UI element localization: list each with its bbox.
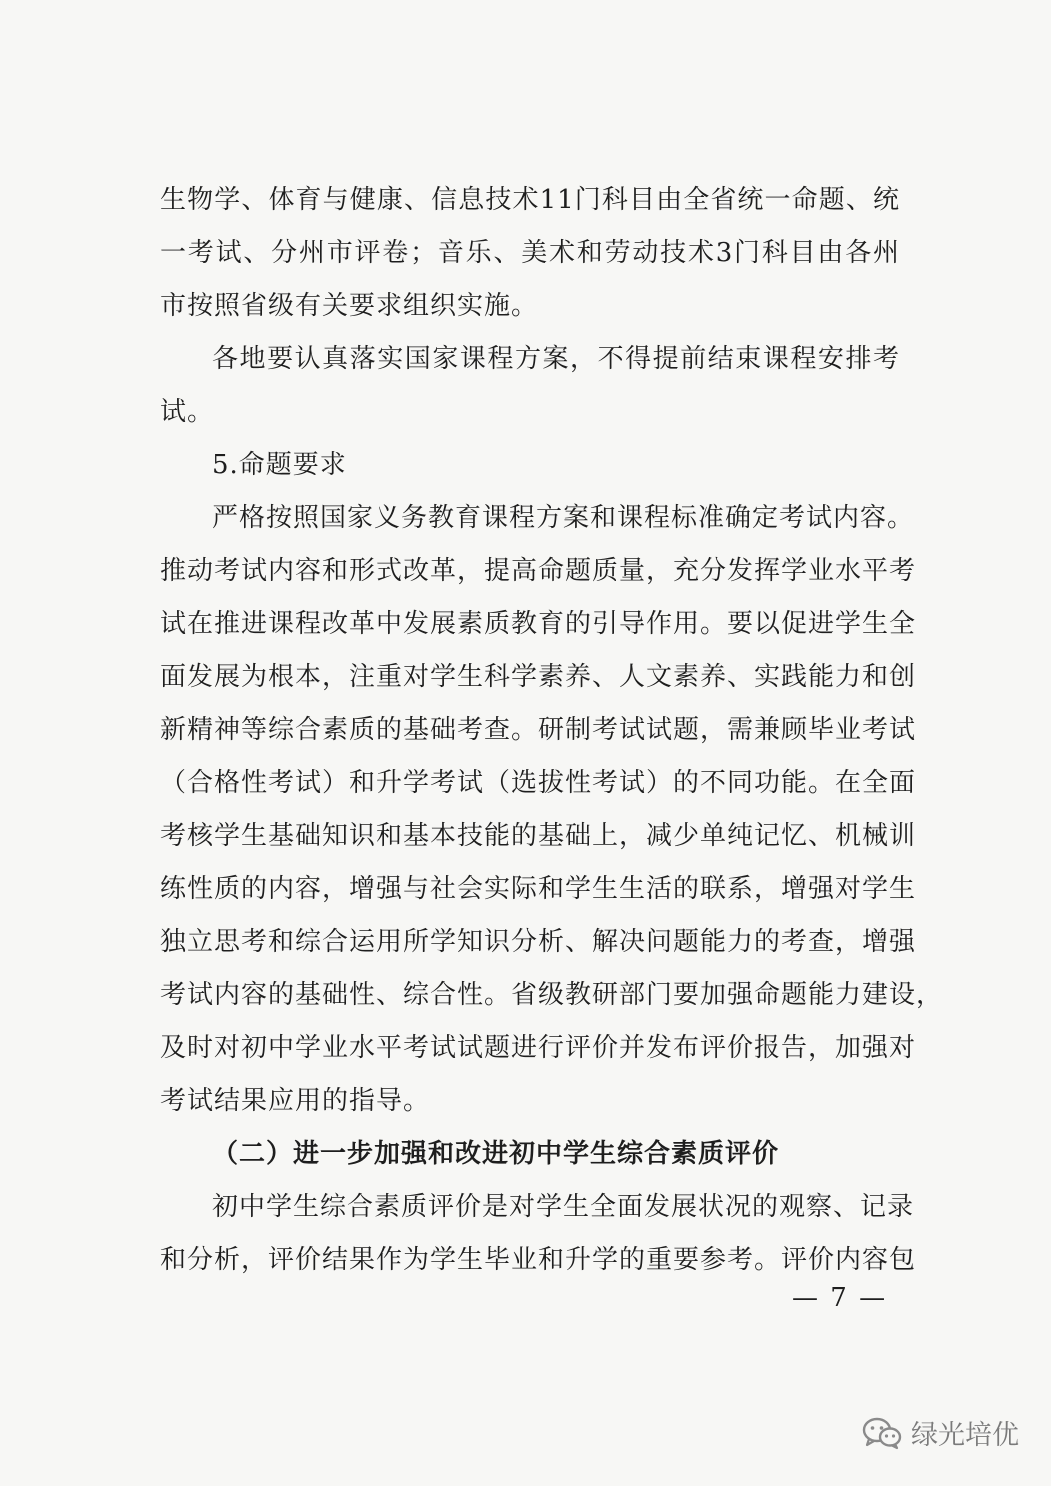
text-line: 初中学生综合素质评价是对学生全面发展状况的观察、记录 xyxy=(212,1192,915,1222)
watermark-account-name: 绿光培优 xyxy=(911,1420,1019,1451)
text-line: 严格按照国家义务教育课程方案和课程标准确定考试内容。 xyxy=(212,503,915,533)
text-line: （合格性考试）和升学考试（选拔性考试）的不同功能。在全面 xyxy=(160,768,917,798)
text-line: 新精神等综合素质的基础考查。研制考试试题，需兼顾毕业考试 xyxy=(160,715,917,745)
text-line: 考试结果应用的指导。 xyxy=(160,1086,431,1116)
text-line: 试在推进课程改革中发展素质教育的引导作用。要以促进学生全 xyxy=(160,609,917,639)
paragraph-curriculum-requirement: 各地要认真落实国家课程方案，不得提前结束课程安排考试。 xyxy=(160,344,900,427)
text-line: 推动考试内容和形式改革，提高命题质量，充分发挥学业水平考 xyxy=(160,556,917,586)
section-heading-comprehensive-evaluation: （二）进一步加强和改进初中学生综合素质评价 xyxy=(212,1139,780,1169)
text-line: 考核学生基础知识和基本技能的基础上，减少单纯记忆、机械训 xyxy=(160,821,917,851)
text-line: 练性质的内容，增强与社会实际和学生生活的联系，增强对学生 xyxy=(160,874,917,904)
paragraph-exam-subjects: 生物学、体育与健康、信息技术11门科目由全省统一命题、统一考试、分州市评卷；音乐、美术和劳动技术3门科目由各州市按照省级有关要求组织实施。 xyxy=(160,185,900,321)
watermark xyxy=(861,1413,1019,1452)
text-line: 面发展为根本，注重对学生科学素养、人文素养、实践能力和创 xyxy=(160,662,917,692)
text-line: 独立思考和综合运用所学知识分析、解决问题能力的考查，增强 xyxy=(160,927,917,957)
text-line: 及时对初中学业水平考试试题进行评价并发布评价报告，加强对 xyxy=(160,1033,917,1063)
section-title-proposition: 5.命题要求 xyxy=(212,450,347,480)
text-line: 和分析，评价结果作为学生毕业和升学的重要参考。评价内容包 xyxy=(160,1245,917,1275)
page-number: — 7 — xyxy=(792,1283,888,1313)
wechat-icon xyxy=(861,1416,903,1450)
text-line: 考试内容的基础性、综合性。省级教研部门要加强命题能力建设， xyxy=(160,980,944,1010)
